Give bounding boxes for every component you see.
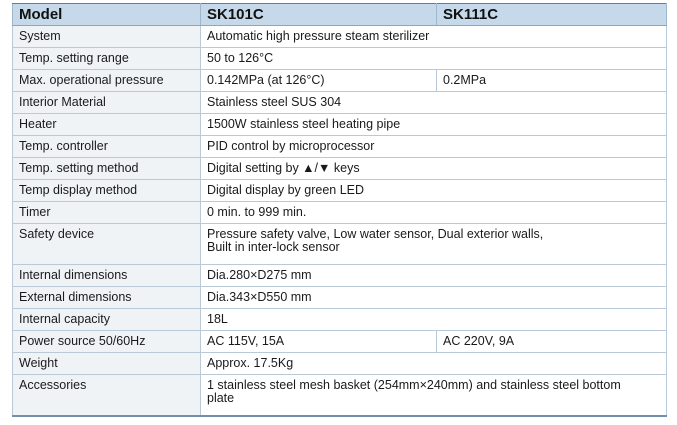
row-external-dimensions [13,287,667,309]
label-timer: Timer [13,202,201,224]
label-external-dimensions: External dimensions [13,287,201,309]
value-timer: 0 min. to 999 min. [201,202,667,224]
row-weight [13,353,667,375]
value-interior-material: Stainless steel SUS 304 [201,92,667,114]
row-temp-setting-method [13,158,667,180]
value-internal-dimensions: Dia.280×D275 mm [201,265,667,287]
value-pressure-sk111c: 0.2MPa [437,70,667,92]
row-internal-capacity [13,309,667,331]
value-accessories [201,375,667,417]
label-interior-material: Interior Material [13,92,201,114]
row-internal-dimensions [13,265,667,287]
label-max-operational-pressure: Max. operational pressure [13,70,201,92]
value-temp-setting-range: 50 to 126°C [201,48,667,70]
row-interior-material [13,92,667,114]
label-temp-setting-method: Temp. setting method [13,158,201,180]
header-model: Model [13,4,201,26]
row-accessories [13,375,667,417]
row-temp-setting-range [13,48,667,70]
value-temp-display-method: Digital display by green LED [201,180,667,202]
label-accessories: Accessories [13,375,201,417]
row-temp-display-method [13,180,667,202]
header-row [13,4,667,26]
value-temp-controller: PID control by microprocessor [201,136,667,158]
value-safety-device [201,224,667,265]
value-external-dimensions: Dia.343×D550 mm [201,287,667,309]
accessories-line-1: 1 stainless steel mesh basket (254mm×240mm) and stainless steel bottom [207,378,621,392]
label-temp-display-method: Temp display method [13,180,201,202]
row-timer [13,202,667,224]
label-heater: Heater [13,114,201,136]
value-internal-capacity: 18L [201,309,667,331]
label-temp-setting-range: Temp. setting range [13,48,201,70]
value-pressure-sk101c: 0.142MPa (at 126°C) [201,70,437,92]
header-sk111c: SK111C [437,4,667,26]
header-sk101c: SK101C [201,4,437,26]
value-power-sk111c: AC 220V, 9A [437,331,667,353]
safety-device-line-2: Built in inter-lock sensor [207,240,340,254]
value-temp-setting-method: Digital setting by ▲/▼ keys [201,158,667,180]
value-power-sk101c: AC 115V, 15A [201,331,437,353]
label-system: System [13,26,201,48]
row-power-source [13,331,667,353]
label-weight: Weight [13,353,201,375]
accessories-line-2: plate [207,391,235,405]
label-temp-controller: Temp. controller [13,136,201,158]
value-heater: 1500W stainless steel heating pipe [201,114,667,136]
row-max-operational-pressure [13,70,667,92]
label-safety-device: Safety device [13,224,201,265]
spec-table [12,3,667,417]
value-system: Automatic high pressure steam sterilizer [201,26,667,48]
label-internal-capacity: Internal capacity [13,309,201,331]
label-power-source: Power source 50/60Hz [13,331,201,353]
safety-device-line-1: Pressure safety valve, Low water sensor, Dual exterior walls, [207,227,544,241]
row-temp-controller [13,136,667,158]
value-weight: Approx. 17.5Kg [201,353,667,375]
row-heater [13,114,667,136]
label-internal-dimensions: Internal dimensions [13,265,201,287]
row-safety-device [13,224,667,265]
row-system [13,26,667,48]
